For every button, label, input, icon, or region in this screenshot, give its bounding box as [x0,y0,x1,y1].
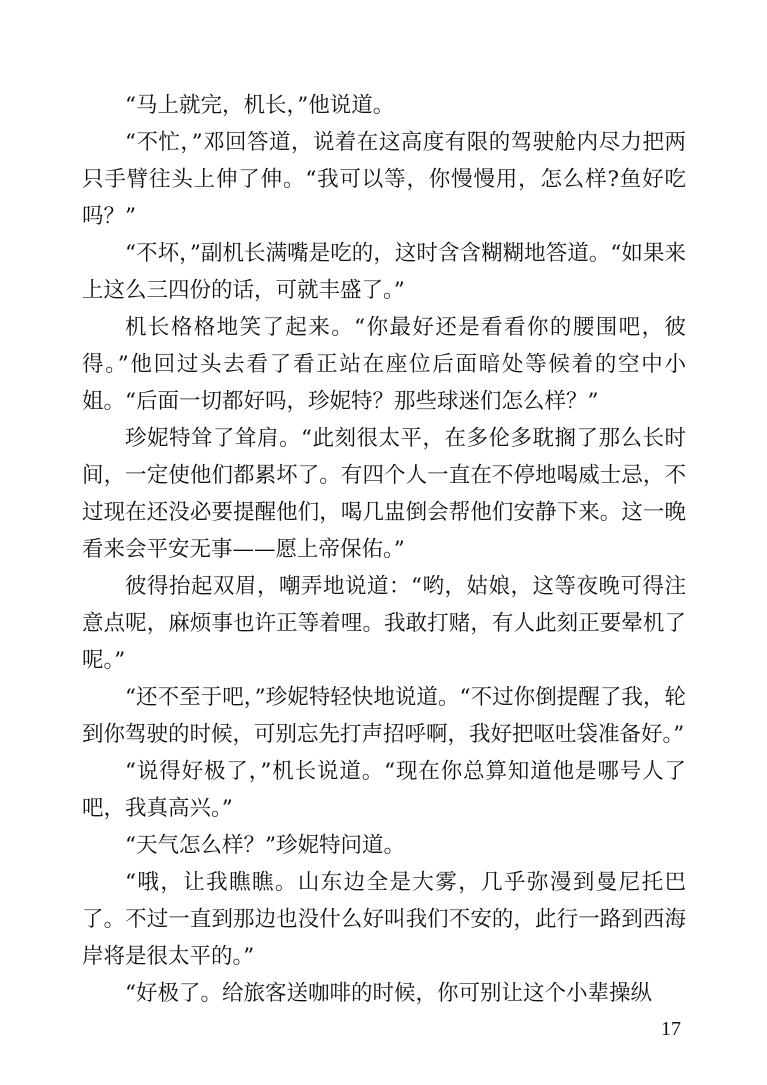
paragraph-6: 彼得抬起双眉，嘲弄地说道：“哟，姑娘，这等夜晚可得注意点呢，麻烦事也许正等着哩。我敢打赌，有人此刻正要晕机了呢。” [82,574,686,673]
page-number: 17 [661,1018,681,1040]
paragraph-11: “好极了。给旅客送咖啡的时候，你可别让这个小辈操纵 [125,981,652,1006]
paragraph-1: “马上就完，机长，”他说道。 [125,93,395,118]
paragraph-9: “天气怎么样？”珍妮特问道。 [125,833,405,858]
paragraph-8: “说得好极了，”机长说道。“现在你总算知道他是哪号人了吧，我真高兴。” [82,759,686,821]
body-text [82,87,686,1012]
paragraph-5: 珍妮特耸了耸肩。“此刻很太平，在多伦多耽搁了那么长时间，一定使他们都累坏了。有四个人一直在不停地喝威士忌，不过现在还没必要提醒他们，喝几盅倒会帮他们安静下来。这一晚看来会平安无事——愿上帝保佑。” [82,426,686,562]
paragraph-3: “不坏，”副机长满嘴是吃的，这时含含糊糊地答道。“如果来上这么三四份的话，可就丰盛了。” [82,241,686,303]
paragraph-4: 机长格格地笑了起来。“你最好还是看看你的腰围吧，彼得。”他回过头去看了看正站在座位后面暗处等候着的空中小姐。“后面一切都好吗，珍妮特？那些球迷们怎么样？” [82,315,686,414]
paragraph-10: “哦，让我瞧瞧。山东边全是大雾，几乎弥漫到曼尼托巴了。不过一直到那边也没什么好叫我们不安的，此行一路到西海岸将是很太平的。” [82,870,686,969]
paragraph-7: “还不至于吧，”珍妮特轻快地说道。“不过你倒提醒了我，轮到你驾驶的时候，可别忘先打声招呼啊，我好把呕吐袋准备好。” [82,685,686,747]
paragraph-2: “不忙，”邓回答道，说着在这高度有限的驾驶舱内尽力把两只手臂往头上伸了伸。“我可以等，你慢慢用，怎么样?鱼好吃吗？” [82,130,686,229]
